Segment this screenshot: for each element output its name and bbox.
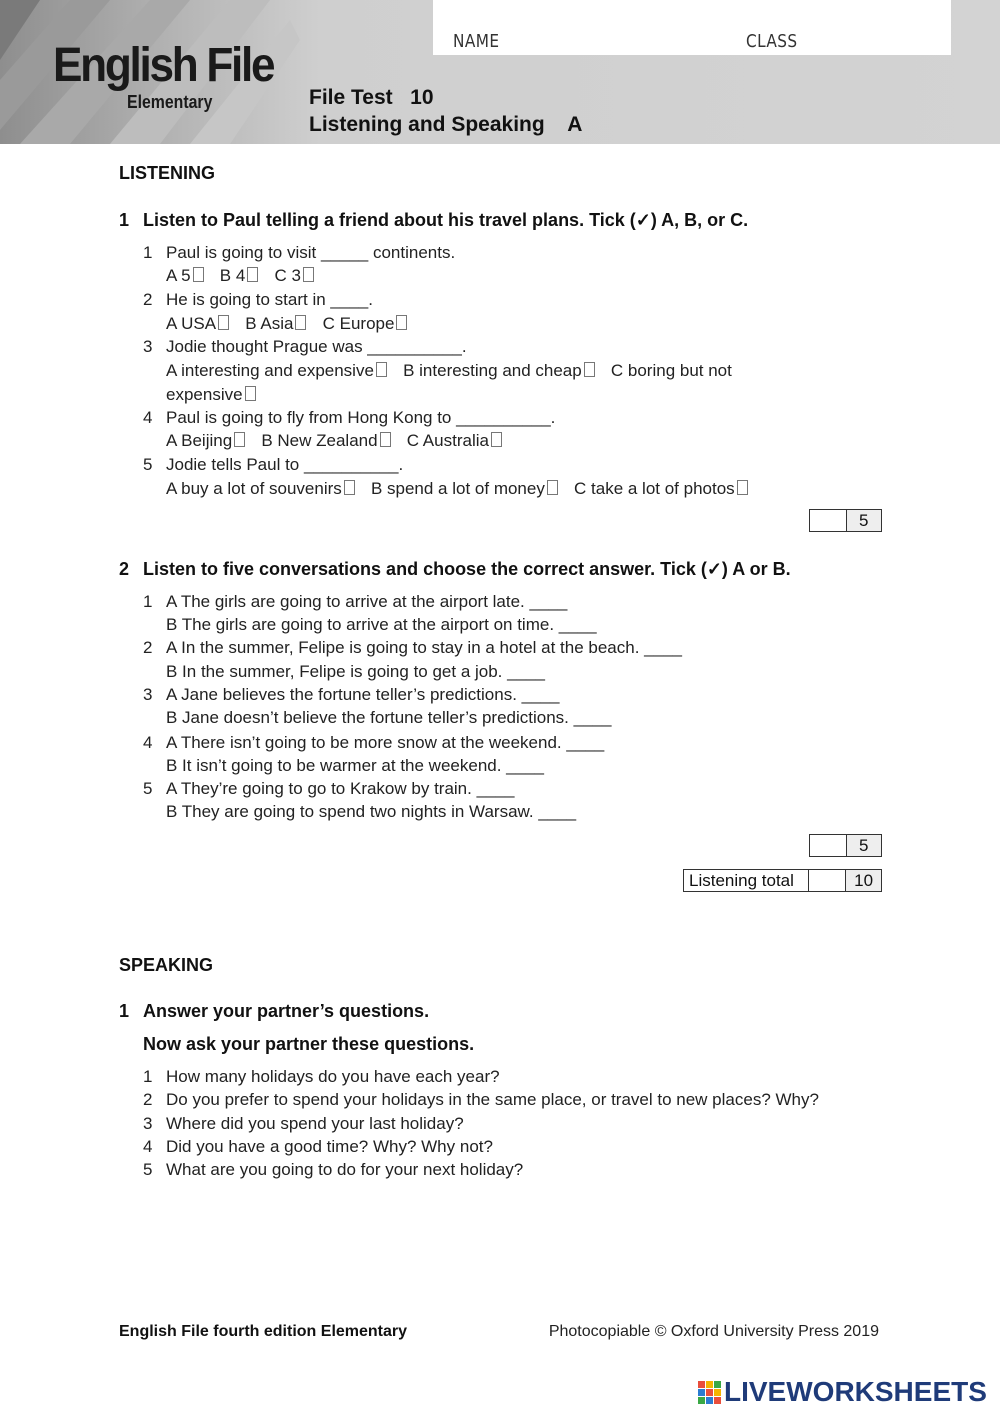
- item-number: 2: [143, 1090, 153, 1109]
- item-number: 5: [143, 779, 153, 798]
- footer-left: English File fourth edition Elementary: [119, 1323, 408, 1340]
- tick-box[interactable]: [245, 386, 256, 401]
- class-label: CLASS: [746, 31, 798, 52]
- score-input[interactable]: [810, 835, 847, 856]
- item-question: He is going to start in ____.: [166, 290, 373, 309]
- statement-a: A The girls are going to arrive at the airport late. ____: [166, 592, 568, 611]
- score-input[interactable]: [810, 510, 847, 531]
- speaking-q1-instruction-2: Now ask your partner these questions.: [143, 1034, 475, 1054]
- item-number: 4: [143, 1137, 153, 1156]
- footer-right: Photocopiable © Oxford University Press 2019: [548, 1323, 879, 1340]
- option-b: B spend a lot of money: [370, 479, 545, 498]
- tick-box[interactable]: [737, 480, 748, 495]
- option-a: A buy a lot of souvenirs: [166, 479, 342, 498]
- name-class-box: [433, 0, 951, 55]
- score-max: 5: [847, 510, 882, 531]
- answer-options: [166, 314, 409, 334]
- logo-square: [714, 1397, 721, 1404]
- logo-title: English File: [53, 39, 274, 92]
- logo-square: [698, 1389, 705, 1396]
- speaking-q1-instruction: [119, 1001, 429, 1022]
- option-c: C take a lot of photos: [574, 479, 735, 498]
- file-test-title: File Test 10: [309, 86, 434, 109]
- tick-box[interactable]: [193, 267, 204, 282]
- item-number: 2: [143, 290, 153, 309]
- score-box-q2: [809, 834, 882, 857]
- tick-box[interactable]: [303, 267, 314, 282]
- item-number: 3: [143, 337, 153, 356]
- tick-box[interactable]: [547, 480, 558, 495]
- logo-square: [698, 1397, 705, 1404]
- tick-box[interactable]: [234, 432, 245, 447]
- logo-square: [714, 1381, 721, 1388]
- tick-box[interactable]: [491, 432, 502, 447]
- answer-options-cont: [166, 385, 258, 405]
- tick-box[interactable]: [584, 362, 595, 377]
- item-number: 2: [143, 638, 153, 657]
- total-input[interactable]: [809, 870, 846, 891]
- item-number: 1: [143, 243, 153, 262]
- option-c: C 3: [274, 266, 301, 285]
- name-label: NAME: [453, 31, 500, 52]
- score-max: 5: [847, 835, 882, 856]
- item-number: 5: [143, 455, 153, 474]
- option-c-cont: expensive: [166, 385, 243, 404]
- option-c: C boring but not: [610, 361, 732, 380]
- logo-square: [698, 1381, 705, 1388]
- option-c: C Australia: [406, 431, 489, 450]
- statement-a: A They’re going to go to Krakow by train. ____: [166, 779, 515, 798]
- option-a: A 5: [166, 266, 191, 285]
- liveworksheets-watermark[interactable]: [698, 1376, 987, 1408]
- answer-options: [166, 431, 504, 451]
- tick-box[interactable]: [247, 267, 258, 282]
- item-question: Paul is going to fly from Hong Kong to __________.: [166, 408, 556, 427]
- item-number: 5: [143, 1160, 153, 1179]
- option-b: B New Zealand: [261, 431, 378, 450]
- statement-b: B The girls are going to arrive at the airport on time. ____: [166, 615, 597, 634]
- tick-box[interactable]: [376, 362, 387, 377]
- item-question: Paul is going to visit _____ continents.: [166, 243, 456, 262]
- option-a: A Beijing: [166, 431, 233, 450]
- page-header: [0, 0, 1000, 144]
- liveworksheets-text: LIVEWORKSHEETS: [724, 1376, 987, 1407]
- listening-total-box: [683, 869, 882, 892]
- answer-options: [166, 266, 316, 286]
- logo-subtitle: Elementary: [127, 92, 213, 112]
- tick-box[interactable]: [295, 315, 306, 330]
- speaking-question: How many holidays do you have each year?: [166, 1067, 500, 1086]
- item-question: Jodie thought Prague was __________.: [166, 337, 467, 356]
- option-a: A USA: [166, 314, 217, 333]
- option-c: C Europe: [322, 314, 395, 333]
- question-number: 1: [119, 210, 130, 230]
- listening-q2-instruction: [119, 559, 791, 580]
- item-number: 3: [143, 685, 153, 704]
- option-b: B Asia: [245, 314, 294, 333]
- speaking-question: Do you prefer to spend your holidays in the same place, or travel to new places? Why?: [166, 1090, 819, 1109]
- statement-a: A Jane believes the fortune teller’s predictions. ____: [166, 685, 560, 704]
- speaking-heading: SPEAKING: [119, 955, 214, 975]
- question-number: 1: [119, 1001, 130, 1021]
- option-b: B interesting and cheap: [403, 361, 582, 380]
- statement-b: B It isn’t going to be warmer at the weekend. ____: [166, 756, 545, 775]
- statement-a: A There isn’t going to be more snow at the weekend. ____: [166, 733, 605, 752]
- logo-square: [706, 1389, 713, 1396]
- item-question: Jodie tells Paul to __________.: [166, 455, 404, 474]
- item-number: 1: [143, 1067, 153, 1086]
- answer-options: [166, 361, 732, 381]
- option-b: B 4: [219, 266, 246, 285]
- statement-b: B In the summer, Felipe is going to get a job. ____: [166, 662, 545, 681]
- instruction-text: Answer your partner’s questions.: [143, 1001, 430, 1021]
- logo-square: [714, 1389, 721, 1396]
- statement-b: B They are going to spend two nights in Warsaw. ____: [166, 802, 577, 821]
- listening-q1-instruction: [119, 210, 748, 231]
- item-number: 3: [143, 1114, 153, 1133]
- item-number: 4: [143, 733, 153, 752]
- liveworksheets-logo-icon: [698, 1381, 721, 1404]
- speaking-question: Did you have a good time? Why? Why not?: [166, 1137, 493, 1156]
- tick-box[interactable]: [396, 315, 407, 330]
- speaking-question: What are you going to do for your next holiday?: [166, 1160, 524, 1179]
- item-number: 1: [143, 592, 153, 611]
- tick-box[interactable]: [380, 432, 391, 447]
- answer-options: [166, 479, 750, 499]
- logo-square: [706, 1381, 713, 1388]
- logo-square: [706, 1397, 713, 1404]
- tick-box[interactable]: [344, 480, 355, 495]
- score-box-q1: [809, 509, 882, 532]
- question-number: 2: [119, 559, 130, 579]
- tick-box[interactable]: [218, 315, 229, 330]
- total-max: 10: [846, 870, 881, 891]
- instruction-text: Listen to Paul telling a friend about his travel plans. Tick (✓) A, B, or C.: [143, 210, 749, 230]
- instruction-text: Listen to five conversations and choose the correct answer. Tick (✓) A or B.: [143, 559, 791, 579]
- statement-a: A In the summer, Felipe is going to stay in a hotel at the beach. ____: [166, 638, 682, 657]
- test-title: Listening and Speaking A: [309, 113, 583, 136]
- listening-heading: LISTENING: [119, 163, 216, 183]
- option-a: A interesting and expensive: [166, 361, 374, 380]
- listening-total-label: Listening total: [684, 870, 809, 891]
- statement-b: B Jane doesn’t believe the fortune teller’s predictions. ____: [166, 708, 612, 727]
- item-number: 4: [143, 408, 153, 427]
- speaking-question: Where did you spend your last holiday?: [166, 1114, 464, 1133]
